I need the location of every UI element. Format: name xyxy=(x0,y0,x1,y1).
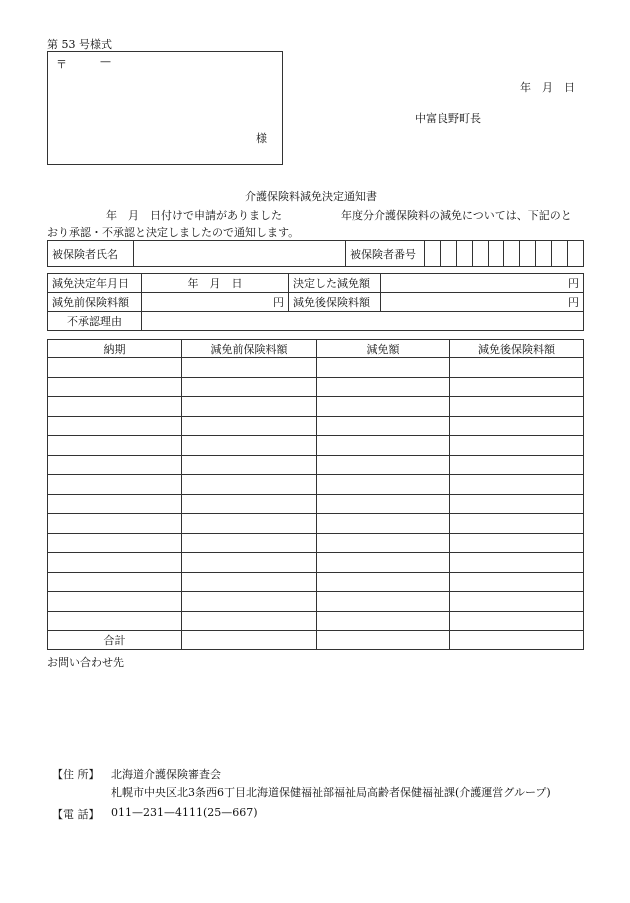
insured-info-table xyxy=(47,240,584,267)
due-date-cell[interactable] xyxy=(48,514,182,534)
total-label: 合計 xyxy=(48,631,182,650)
due-date-cell[interactable] xyxy=(48,436,182,456)
before-amount-cell[interactable] xyxy=(182,475,317,495)
address-box xyxy=(47,51,283,165)
before-amount-cell[interactable] xyxy=(182,592,317,612)
due-date-cell[interactable] xyxy=(48,494,182,514)
before-amount-cell[interactable] xyxy=(182,572,317,592)
reduction-cell[interactable] xyxy=(317,514,450,534)
organization-name: 北海道介護保険審査会 xyxy=(111,768,221,781)
after-amount-cell[interactable] xyxy=(450,592,584,612)
insured-name-label: 被保険者氏名 xyxy=(48,241,134,267)
column-header-due-date: 納期 xyxy=(48,340,182,358)
reduction-cell[interactable] xyxy=(317,436,450,456)
insured-number-digit[interactable] xyxy=(488,241,504,267)
document-title: 介護保険料減免決定通知書 xyxy=(245,190,377,203)
phone-number: 011—231—4111(25—667) xyxy=(111,806,258,819)
due-date-cell[interactable] xyxy=(48,553,182,573)
due-date-cell[interactable] xyxy=(48,533,182,553)
payment-row xyxy=(48,455,584,475)
reduction-cell[interactable] xyxy=(317,494,450,514)
payment-row xyxy=(48,553,584,573)
before-amount-label: 減免前保険料額 xyxy=(48,293,142,312)
payment-row xyxy=(48,572,584,592)
after-amount-cell[interactable] xyxy=(450,475,584,495)
payment-table xyxy=(47,339,584,650)
due-date-cell[interactable] xyxy=(48,572,182,592)
reduction-cell[interactable] xyxy=(317,572,450,592)
decision-date-label: 減免決定年月日 xyxy=(48,274,142,293)
before-amount-cell[interactable] xyxy=(182,553,317,573)
insured-number-digit[interactable] xyxy=(456,241,472,267)
insured-name-field[interactable] xyxy=(134,241,346,267)
after-amount-cell[interactable] xyxy=(450,397,584,417)
decision-date-value[interactable]: 年 月 日 xyxy=(142,274,289,293)
column-header-reduction: 減免額 xyxy=(317,340,450,358)
column-header-after-amount: 減免後保険料額 xyxy=(450,340,584,358)
insured-number-digit[interactable] xyxy=(504,241,520,267)
total-before-amount[interactable] xyxy=(182,631,317,650)
rejection-reason-field[interactable] xyxy=(142,312,584,331)
reduction-cell[interactable] xyxy=(317,611,450,631)
reduction-cell[interactable] xyxy=(317,592,450,612)
payment-row xyxy=(48,358,584,378)
before-amount-cell[interactable] xyxy=(182,377,317,397)
reduction-cell[interactable] xyxy=(317,533,450,553)
reduction-cell[interactable] xyxy=(317,397,450,417)
body-line1-a: 年 月 日付けで申請がありました xyxy=(106,209,282,222)
after-amount-cell[interactable] xyxy=(450,416,584,436)
after-amount-yen[interactable]: 円 xyxy=(381,293,584,312)
reduction-cell[interactable] xyxy=(317,358,450,378)
payment-row xyxy=(48,377,584,397)
payment-row xyxy=(48,514,584,534)
payment-row xyxy=(48,533,584,553)
before-amount-cell[interactable] xyxy=(182,358,317,378)
after-amount-cell[interactable] xyxy=(450,455,584,475)
payment-row xyxy=(48,592,584,612)
payment-row xyxy=(48,494,584,514)
before-amount-cell[interactable] xyxy=(182,416,317,436)
insured-number-digit[interactable] xyxy=(440,241,456,267)
before-amount-cell[interactable] xyxy=(182,397,317,417)
postal-dash: — xyxy=(100,55,111,68)
after-amount-cell[interactable] xyxy=(450,533,584,553)
reduction-cell[interactable] xyxy=(317,416,450,436)
due-date-cell[interactable] xyxy=(48,416,182,436)
payment-row xyxy=(48,611,584,631)
insured-number-digit[interactable] xyxy=(472,241,488,267)
due-date-cell[interactable] xyxy=(48,475,182,495)
reduction-cell[interactable] xyxy=(317,553,450,573)
due-date-cell[interactable] xyxy=(48,397,182,417)
due-date-cell[interactable] xyxy=(48,592,182,612)
payment-row xyxy=(48,416,584,436)
insured-number-digit[interactable] xyxy=(425,241,441,267)
body-line2: おり承認・不承認と決定しましたので通知します。 xyxy=(47,226,300,239)
form-number: 第 53 号様式 xyxy=(47,38,112,51)
before-amount-yen[interactable]: 円 xyxy=(142,293,289,312)
inquiry-label: お問い合わせ先 xyxy=(47,656,124,669)
due-date-cell[interactable] xyxy=(48,377,182,397)
address-label: 【住 所】 xyxy=(52,768,100,781)
rejection-reason-label: 不承認理由 xyxy=(48,312,142,331)
after-amount-label: 減免後保険料額 xyxy=(289,293,381,312)
payment-row xyxy=(48,436,584,456)
total-after-amount[interactable] xyxy=(450,631,584,650)
total-reduction[interactable] xyxy=(317,631,450,650)
before-amount-cell[interactable] xyxy=(182,514,317,534)
before-amount-cell[interactable] xyxy=(182,533,317,553)
after-amount-cell[interactable] xyxy=(450,553,584,573)
after-amount-cell[interactable] xyxy=(450,494,584,514)
due-date-cell[interactable] xyxy=(48,358,182,378)
column-header-before-amount: 減免前保険料額 xyxy=(182,340,317,358)
after-amount-cell[interactable] xyxy=(450,611,584,631)
decided-amount-yen[interactable]: 円 xyxy=(381,274,584,293)
decision-table xyxy=(47,273,584,331)
reduction-cell[interactable] xyxy=(317,475,450,495)
before-amount-cell[interactable] xyxy=(182,455,317,475)
issue-date: 年 月 日 xyxy=(520,81,575,94)
body-line1-b: 年度分介護保険料の減免については、下記のと xyxy=(341,209,572,222)
insured-number-digit[interactable] xyxy=(520,241,536,267)
insured-number-digit[interactable] xyxy=(552,241,568,267)
decided-amount-label: 決定した減免額 xyxy=(289,274,381,293)
reduction-cell[interactable] xyxy=(317,377,450,397)
due-date-cell[interactable] xyxy=(48,455,182,475)
issuer-name: 中富良野町長 xyxy=(415,112,481,125)
phone-label: 【電 話】 xyxy=(52,808,100,821)
after-amount-cell[interactable] xyxy=(450,572,584,592)
insured-number-digit[interactable] xyxy=(536,241,552,267)
postal-mark: 〒 xyxy=(56,58,67,71)
before-amount-cell[interactable] xyxy=(182,436,317,456)
honorific: 様 xyxy=(256,132,267,145)
after-amount-cell[interactable] xyxy=(450,436,584,456)
insured-number-label: 被保険者番号 xyxy=(346,241,425,267)
after-amount-cell[interactable] xyxy=(450,377,584,397)
reduction-cell[interactable] xyxy=(317,455,450,475)
insured-number-digit[interactable] xyxy=(568,241,584,267)
due-date-cell[interactable] xyxy=(48,611,182,631)
payment-row xyxy=(48,475,584,495)
before-amount-cell[interactable] xyxy=(182,494,317,514)
after-amount-cell[interactable] xyxy=(450,514,584,534)
before-amount-cell[interactable] xyxy=(182,611,317,631)
payment-row xyxy=(48,397,584,417)
after-amount-cell[interactable] xyxy=(450,358,584,378)
organization-address: 札幌市中央区北3条西6丁目北海道保健福祉部福祉局高齢者保健福祉課(介護運営グループ) xyxy=(111,786,551,799)
